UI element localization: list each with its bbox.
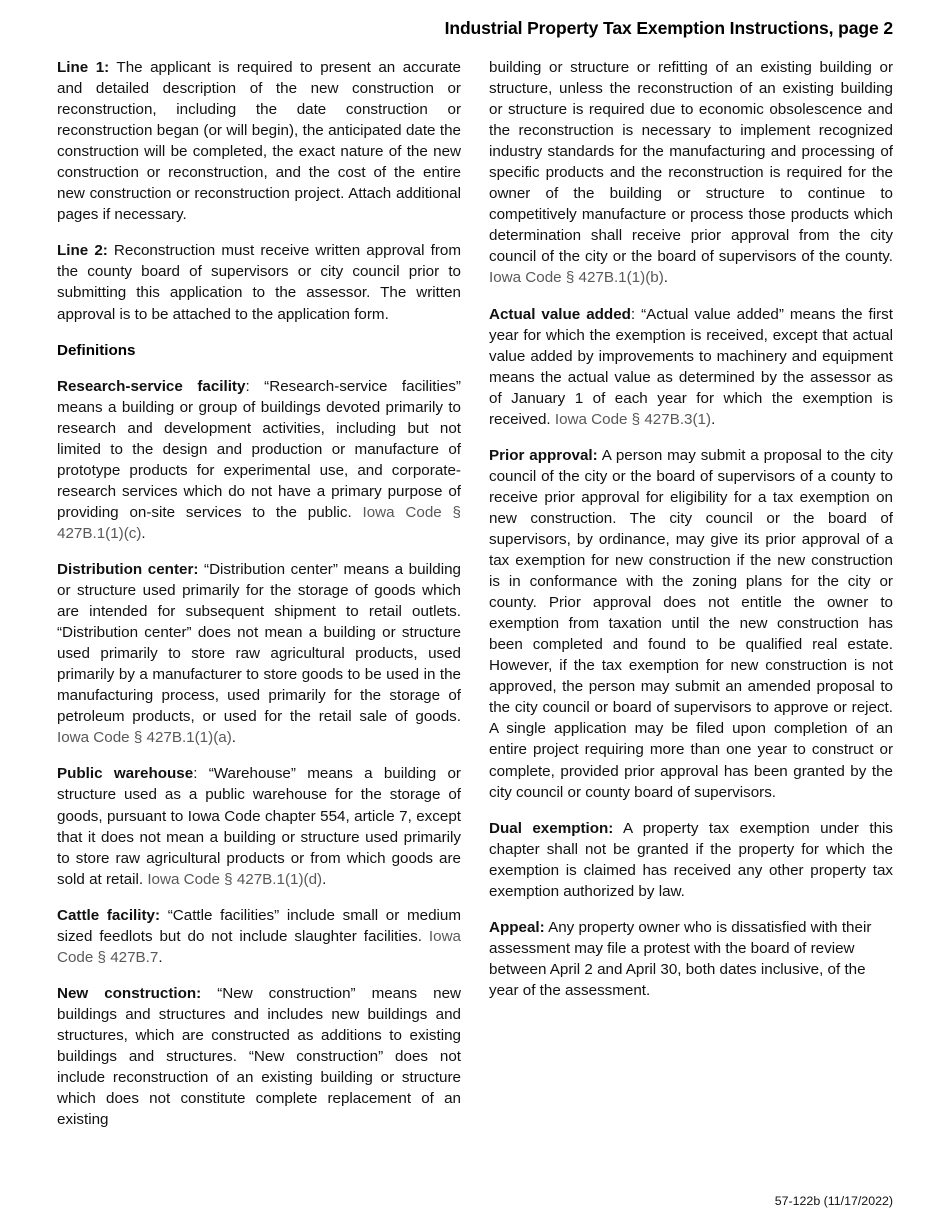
iowa-code-link-427b-7[interactable]: Iowa Code § 427B.7	[57, 927, 461, 966]
paragraph-actual-value-added	[489, 304, 893, 430]
form-id-footer: 57-122b (11/17/2022)	[774, 1194, 893, 1208]
definitions-heading: Definitions	[57, 341, 136, 359]
iowa-code-link-427b-1-1-c[interactable]: Iowa Code § 427B.1(1)(c)	[57, 503, 461, 542]
paragraph-term-appeal: Appeal:	[489, 918, 545, 936]
paragraph-line-1	[57, 57, 461, 225]
iowa-code-link-427b-1-1-a[interactable]: Iowa Code § 427B.1(1)(a)	[57, 729, 232, 747]
paragraph-cattle-facility	[57, 905, 461, 968]
paragraph-body-cattle-facility: “Cattle facilities” include small or medium sized feedlots but do not include slaughter facilities.	[57, 906, 461, 945]
page-title: Industrial Property Tax Exemption Instructions, page 2	[444, 18, 893, 38]
paragraph-body-line-1: The applicant is required to present an accurate and detailed description of the new construction or reconstruction, including the date construction or reconstruction began (or will begin), the anticipated date the construction will be completed, the exact nature of the new construction or reconstruction, and the cost of the entire new construction or reconstruction project. Attach additional pages if necessary.	[57, 59, 461, 224]
right-column	[489, 57, 893, 1130]
paragraph-research-service-facility	[57, 376, 461, 544]
paragraph-term-research-service-facility: Research-service facility	[57, 377, 246, 395]
paragraph-public-warehouse	[57, 763, 461, 889]
paragraph-distribution-center	[57, 559, 461, 748]
paragraph-body-new-construction-continued: building or structure or refitting of an existing building or structure, unless the reconstruction of an existing building or structure is required due to economic obsolescence and the reconstruction is necessary to implement recognized industry standards for the manufacturing and processing of specific products and the reconstruction is required for the owner of the building or structure to continue to competitively manufacture or process those products which determination shall receive prior approval from the city council of the city or the board of supervisors of the county.	[489, 59, 893, 266]
paragraph-term-prior-approval: Prior approval:	[489, 446, 598, 464]
paragraph-term-distribution-center: Distribution center:	[57, 560, 199, 578]
paragraph-term-dual-exemption: Dual exemption:	[489, 819, 614, 837]
paragraph-tail-actual-value-added: .	[711, 410, 716, 428]
paragraph-term-public-warehouse: Public warehouse	[57, 765, 194, 783]
paragraph-new-construction-continued	[489, 57, 893, 289]
paragraph-term-actual-value-added: Actual value added	[489, 305, 631, 323]
paragraph-new-construction	[57, 983, 461, 1130]
paragraph-body-new-construction: “New construction” means new buildings and structures and includes new buildings and structures, which are constructed as additions to existing buildings and structures. “New construction” does not include reconstruction of an existing building or structure which does not constitute complete replacement of an existing	[57, 984, 461, 1129]
paragraph-tail-new-construction-continued: .	[663, 269, 668, 287]
two-column-body	[57, 57, 893, 1130]
paragraph-dual-exemption	[489, 818, 893, 902]
paragraph-term-line-2: Line 2:	[57, 242, 108, 260]
paragraph-body-appeal: Any property owner who is dissatisfied with their assessment may file a protest with the board of review between April 2 and April 30, both dates inclusive, of the year of the assessment.	[489, 918, 872, 999]
paragraph-body-line-2: Reconstruction must receive written approval from the county board of supervisors or city council prior to submitting this application to the assessor. The written approval is to be attached to the application form.	[57, 242, 461, 323]
iowa-code-link-427b-1-1-d[interactable]: Iowa Code § 427B.1(1)(d)	[147, 870, 323, 888]
paragraph-tail-cattle-facility: .	[158, 948, 163, 966]
paragraph-body-public-warehouse: : “Warehouse” means a building or structure used as a public warehouse for the storage of goods, pursuant to Iowa Code chapter 554, article 7, except that it does not mean a building or structure used primarily to store raw agricultural products or from which goods are sold at retail.	[57, 765, 461, 888]
paragraph-tail-distribution-center: .	[231, 729, 236, 747]
paragraph-term-new-construction: New construction:	[57, 984, 202, 1002]
paragraph-body-actual-value-added: : “Actual value added” means the first year for which the exemption is received, except that actual value added by improvements to machinery and equipment means the actual value as determined by the assessor as of January 1 of each year for which the exemption is received.	[489, 305, 893, 428]
iowa-code-link-427b-1-1-b[interactable]: Iowa Code § 427B.1(1)(b)	[489, 269, 664, 287]
paragraph-body-research-service-facility: : “Research-service facilities” means a building or group of buildings devoted primarily to research and development activities, including but not limited to the design and production or manufacture of prototype products for experimental use, and corporate-research services which do not have a primary purpose of providing on-site services to the public.	[57, 377, 461, 521]
paragraph-prior-approval	[489, 445, 893, 803]
paragraph-body-prior-approval: A person may submit a proposal to the city council of the city or the board of supervisors of a county to receive prior approval for eligibility for a tax exemption on new construction. The city council or the board of supervisors, by ordinance, may give its prior approval of a tax exemption for new construction if the new construction is in conformance with the zoning plans for the city or county. Prior approval does not entitle the owner to exemption from taxation until the new construction has been completed and found to be qualified real estate. However, if the tax exemption for new construction is not approved, the person may submit an amended proposal to the city council or board of supervisors to approve or reject. A single application may be filed upon completion of an entire project requiring more than one year to construct or complete, provided prior approval has been granted by the city council or county board of supervisors.	[489, 446, 893, 801]
iowa-code-link-427b-3-1[interactable]: Iowa Code § 427B.3(1)	[554, 410, 712, 428]
paragraph-tail-research-service-facility: .	[141, 524, 146, 542]
paragraph-appeal	[489, 917, 893, 1001]
left-column	[57, 57, 461, 1130]
paragraph-term-cattle-facility: Cattle facility:	[57, 906, 161, 924]
paragraph-tail-public-warehouse: .	[322, 870, 327, 888]
paragraph-line-2	[57, 240, 461, 324]
paragraph-body-distribution-center: “Distribution center” means a building or structure used primarily for the storage of goods which are intended for subsequent shipment to retail outlets. “Distribution center” does not mean a building or structure used primarily to store raw agricultural products, used primarily by a manufacturer to store goods to be used in the manufacturing process, used primarily for the storage of petroleum products, or used for the retail sale of goods.	[57, 560, 461, 726]
paragraph-body-dual-exemption: A property tax exemption under this chapter shall not be granted if the property for which the exemption is claimed has received any other property tax exemption authorized by law.	[489, 819, 893, 900]
paragraph-term-line-1: Line 1:	[57, 59, 110, 76]
